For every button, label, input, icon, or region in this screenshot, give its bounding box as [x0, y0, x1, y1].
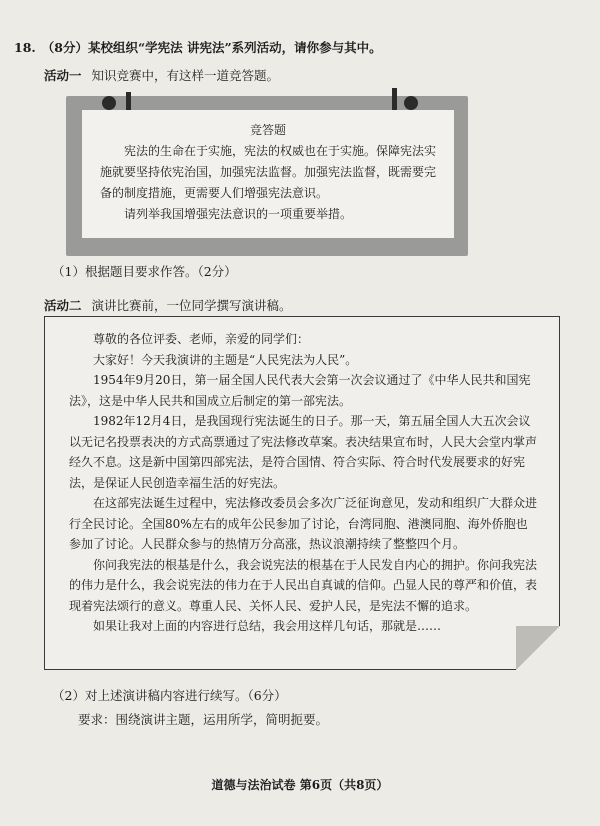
activity2-intro [44, 296, 292, 314]
quiz-card-title: 竞答题 [249, 123, 286, 137]
question-intro: （8分）某校组织“学宪法 讲宪法”系列活动，请你参与其中。 [41, 40, 382, 55]
page-curl-corner [516, 626, 560, 670]
speech-paragraph: 1954年9月20日，第一届全国人民代表大会第一次会议通过了《中华人民共和国宪法》，这是中华人民共和国成立后制定的第一部宪法。 [69, 373, 531, 408]
speech-draft [44, 316, 560, 670]
page-footer: 道德与法治试卷 第6页（共8页） [211, 778, 389, 792]
speech-paragraph: 在这部宪法诞生过程中，宪法修改委员会多次广泛征询意见，发动和组织广大群众进行全民讨论。全国80%左右的成年公民参加了讨论，台湾同胞、港澳同胞、海外侨胞也参加了讨论。人民群众参与的热情万分高涨，热议浪潮持续了整整四个月。 [69, 496, 538, 551]
speech-greeting: 尊敬的各位评委、老师，亲爱的同学们： [93, 332, 310, 346]
left-pin-icon [102, 96, 116, 110]
activity1-text: 知识竞赛中，有这样一道竞答题。 [91, 68, 280, 83]
quiz-card-prompt: 请列举我国增强宪法意识的一项重要举措。 [124, 207, 353, 221]
answer-requirement: 要求：围绕演讲主题，运用所学，简明扼要。 [78, 712, 329, 727]
speech-paragraph: 大家好！今天我演讲的主题是“人民宪法为人民”。 [93, 352, 358, 367]
activity1-intro [44, 66, 279, 84]
right-clip-icon [392, 88, 397, 112]
quiz-card-paragraph: 宪法的生命在于实施，宪法的权威也在于实施。保障宪法实施就要坚持依宪治国，加强宪法监督。加强宪法监督，既需要完备的制度措施，更需要人们增强宪法意识。 [100, 144, 437, 200]
sub-question-1: （1）根据题目要求作答。（2分） [52, 264, 237, 279]
speech-paragraph: 1982年12月4日，是我国现行宪法诞生的日子。那一天，第五届全国人大五次会议以无记名投票表决的方式高票通过了宪法修改草案。表决结果宣布时，人民大会堂内掌声经久不息。这是新中国第四部宪法，是符合国情、符合实际、符合时代发展要求的好宪法，是保证人民创造幸福生活的好宪法。 [69, 414, 538, 490]
speech-paragraph: 如果让我对上面的内容进行总结，我会用这样几句话，那就是…… [93, 619, 442, 633]
sub-question-2: （2）对上述演讲稿内容进行续写。（6分） [52, 688, 287, 703]
question-number: 18. [14, 40, 36, 55]
quiz-card [82, 110, 454, 238]
activity2-text: 演讲比赛前，一位同学撰写演讲稿。 [91, 298, 292, 313]
right-pin-icon [404, 96, 418, 110]
activity2-label: 活动二 [44, 298, 82, 313]
speech-paragraph: 你问我宪法的根基是什么，我会说宪法的根基在于人民发自内心的拥护。你问我宪法的伟力是什么，我会说宪法的伟力在于人民出自真诚的信仰。凸显人民的尊严和价值，表现着宪法颂行的意义。尊重人民、关怀人民、爱护人民，是宪法不懈的追求。 [69, 557, 538, 613]
question-header [14, 38, 382, 56]
activity1-label: 活动一 [44, 68, 82, 83]
